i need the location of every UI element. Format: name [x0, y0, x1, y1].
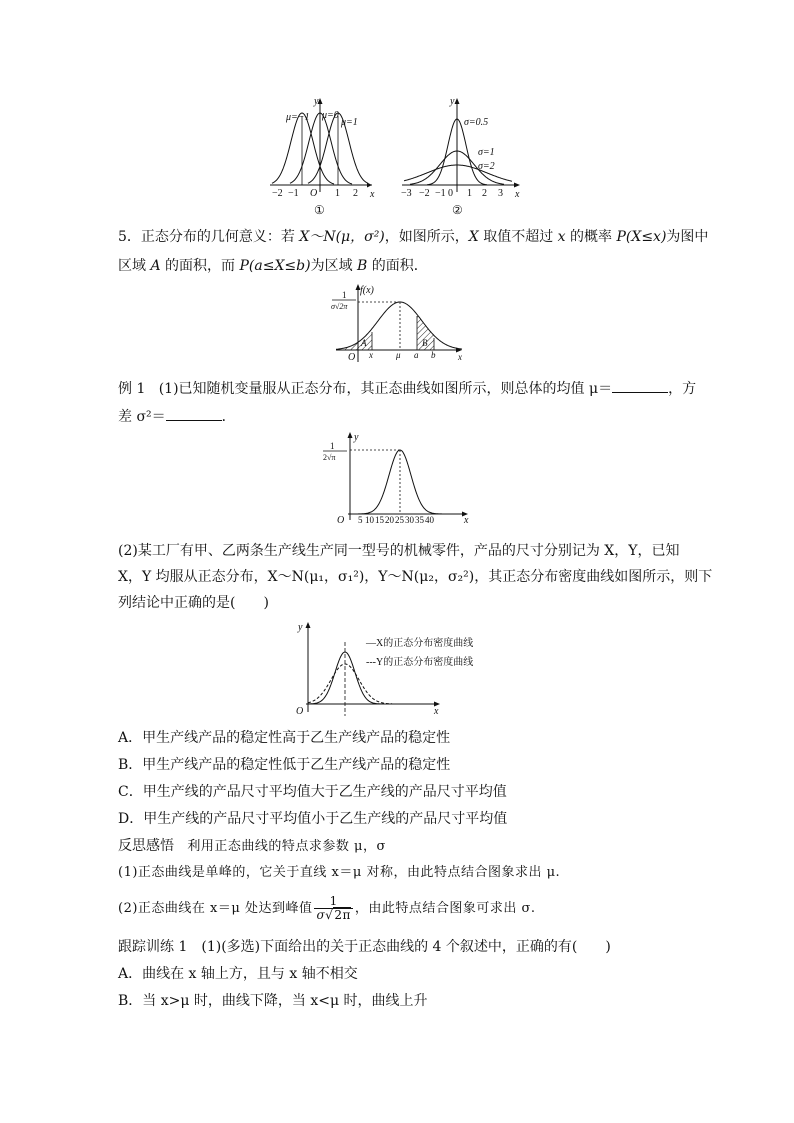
item5-line2 [118, 256, 428, 276]
item5-prob2: P(a≤X≤b) [239, 258, 311, 274]
left-axis-x: x [370, 189, 375, 200]
example1-q2-line3: 列结论中正确的是( ) [118, 595, 269, 611]
geo-tick-mu: μ [396, 350, 401, 360]
right-axis-y: y [450, 96, 455, 107]
right-axis-x: x [515, 189, 520, 200]
option-c[interactable]: C．甲生产线的产品尺寸平均值大于乙生产线的产品尺寸平均值 [118, 784, 507, 800]
right-label-sigma-2: σ=2 [478, 161, 495, 172]
left-label-mu-neg1: μ=−1 [286, 112, 310, 123]
example1-q1-text2: ，方 [668, 381, 697, 397]
reflection-p2-a: (2)正态曲线在 x＝μ 处达到峰值 [118, 901, 313, 916]
ex-axis-x: x [464, 515, 469, 526]
ex-tick-30: 30 [405, 515, 414, 525]
frac-den-sigma: σ [316, 908, 326, 922]
geometric-meaning-figure [322, 282, 474, 368]
peak-value-fraction: $\frac{1}{\sigma√2\pi}$ [316, 894, 351, 922]
frac-den-root: 2π [334, 908, 351, 922]
reflection-p1: (1)正态曲线是单峰的，它关于直线 x＝μ 对称，由此特点结合图象求出 μ. [118, 865, 561, 880]
right-tick-neg3: −3 [401, 188, 412, 199]
right-tick-neg1: −1 [435, 188, 446, 199]
item5-text4: 的概率 [565, 229, 617, 245]
right-tick-1: 1 [467, 188, 472, 199]
example1-q1-text3: 差 σ²＝ [118, 409, 166, 425]
reflection-title: 反思感悟 [118, 838, 174, 854]
right-tick-2: 2 [482, 188, 487, 199]
reflection-p2-b: ，由此特点结合图象可求出 σ. [354, 901, 536, 916]
example1-label: 例 1 [118, 381, 146, 397]
example1-q1-line1 [118, 378, 696, 399]
figure-1-mu-curves [270, 96, 375, 217]
top-figures [262, 92, 532, 218]
geo-axis-x: x [458, 352, 462, 362]
ex-tick-10: 10 [365, 515, 374, 525]
option-a[interactable]: A．甲生产线产品的稳定性高于乙生产线产品的稳定性 [118, 730, 451, 746]
option-d[interactable]: D．甲生产线的产品尺寸平均值小于乙生产线的产品尺寸平均值 [118, 811, 508, 827]
right-tick-3: 3 [498, 188, 503, 199]
geo-region-a: A [361, 338, 367, 348]
item5-line1 [118, 227, 708, 247]
geo-region-b: B [422, 338, 428, 348]
right-label-sigma-1: σ=1 [478, 147, 495, 158]
right-label-sigma-05: σ=0.5 [464, 117, 489, 128]
item5-text: 5．正态分布的几何意义：若 [118, 229, 300, 245]
left-tick-1: 1 [335, 188, 340, 199]
item5-l2-a: 区域 [118, 258, 151, 274]
ex-tick-15: 15 [375, 515, 384, 525]
ex-tick-40: 40 [425, 515, 434, 525]
example1-q2-figure [292, 618, 512, 718]
left-tick-neg2: −2 [272, 188, 283, 199]
left-label-mu-0: μ=0 [322, 110, 339, 121]
right-tick-0: 0 [448, 188, 453, 199]
geo-tick-b: b [431, 350, 436, 360]
legend-dashed: ---Y的正态分布密度曲线 [366, 657, 474, 668]
item5-prob: P(X≤x) [616, 229, 667, 245]
left-axis-y: y [314, 96, 319, 107]
example1-q2-line1: (2)某工厂有甲、乙两条生产线生产同一型号的机械零件，产品的尺寸分别记为 X，Y，已知 [118, 543, 680, 559]
ex-tick-35: 35 [415, 515, 424, 525]
item5-l2-c: 为区域 [310, 258, 358, 274]
legend-solid: —X的正态分布密度曲线 [366, 638, 474, 649]
item5-var: X [468, 229, 479, 245]
ex-peak-num: 1 [330, 441, 335, 451]
practice-line1: 跟踪训练 1 (1)(多选)下面给出的关于正态曲线的 4 个叙述中，正确的有( ) [118, 939, 611, 955]
geo-origin: O [348, 352, 356, 363]
q2-axis-x: x [434, 706, 439, 717]
left-tick-neg1: −1 [288, 188, 299, 199]
q2-axis-y: y [298, 622, 303, 633]
reflection-subtitle: 利用正态曲线的特点求参数 μ，σ [187, 839, 386, 854]
left-tick-2: 2 [353, 188, 358, 199]
ex-origin: O [337, 515, 345, 526]
ex-axis-y: y [354, 432, 359, 443]
item5-text2: ，如图所示， [384, 229, 469, 245]
figure-1-caption: ① [314, 203, 325, 217]
ex-tick-25: 25 [395, 515, 404, 525]
geo-peak-num: 1 [342, 290, 347, 300]
option-b[interactable]: B．甲生产线产品的稳定性低于乙生产线产品的稳定性 [118, 757, 451, 773]
ex-tick-20: 20 [385, 515, 394, 525]
item5-text5: 为图中 [666, 229, 709, 245]
frac-num: 1 [314, 895, 352, 909]
item5-l2-b: 的面积，而 [160, 258, 240, 274]
right-tick-neg2: −2 [419, 188, 430, 199]
item5-region-b: B [357, 258, 368, 274]
example1-q1-text4: ． [221, 409, 236, 425]
ex-peak-den: 2√π [323, 453, 336, 462]
example1-q2-line2: X，Y 均服从正态分布，X～N(μ₁，σ₁²)，Y～N(μ₂，σ₂²)，其正态分布密度曲线如图所示，则下 [118, 569, 713, 585]
item5-region-a: A [150, 258, 161, 274]
item5-l2-d: 的面积． [367, 258, 428, 274]
left-label-mu-1: μ=1 [341, 117, 358, 128]
geo-tick-x: x [369, 350, 373, 360]
geo-peak-den: σ√2π [331, 302, 348, 311]
ex-ticks [358, 515, 435, 525]
geo-tick-a: a [414, 350, 419, 360]
item5-dist: X～N(μ，σ²) [299, 229, 385, 245]
reflection-p2 [118, 892, 536, 926]
ex-tick-5: 5 [358, 515, 363, 525]
q2-origin: O [296, 706, 304, 717]
example1-figure [320, 430, 476, 530]
practice-option-a[interactable]: A．曲线在 x 轴上方，且与 x 轴不相交 [118, 966, 358, 982]
geo-ylabel: f(x) [360, 285, 374, 296]
variance-answer-blank[interactable] [166, 406, 222, 421]
item5-x: x [557, 229, 566, 245]
reflection-heading [118, 836, 386, 857]
example1-q1-text: (1)已知随机变量服从正态分布，其正态曲线如图所示，则总体的均值 μ＝ [158, 381, 613, 397]
practice-option-b[interactable]: B．当 x>μ 时，曲线下降，当 x<μ 时，曲线上升 [118, 993, 428, 1009]
item5-text3: 取值不超过 [478, 229, 558, 245]
figure-2-caption: ② [452, 203, 463, 217]
example1-q1-line2 [118, 406, 236, 427]
left-origin: O [310, 188, 318, 199]
figure-2-sigma-curves [401, 96, 520, 217]
mean-answer-blank[interactable] [612, 378, 668, 393]
